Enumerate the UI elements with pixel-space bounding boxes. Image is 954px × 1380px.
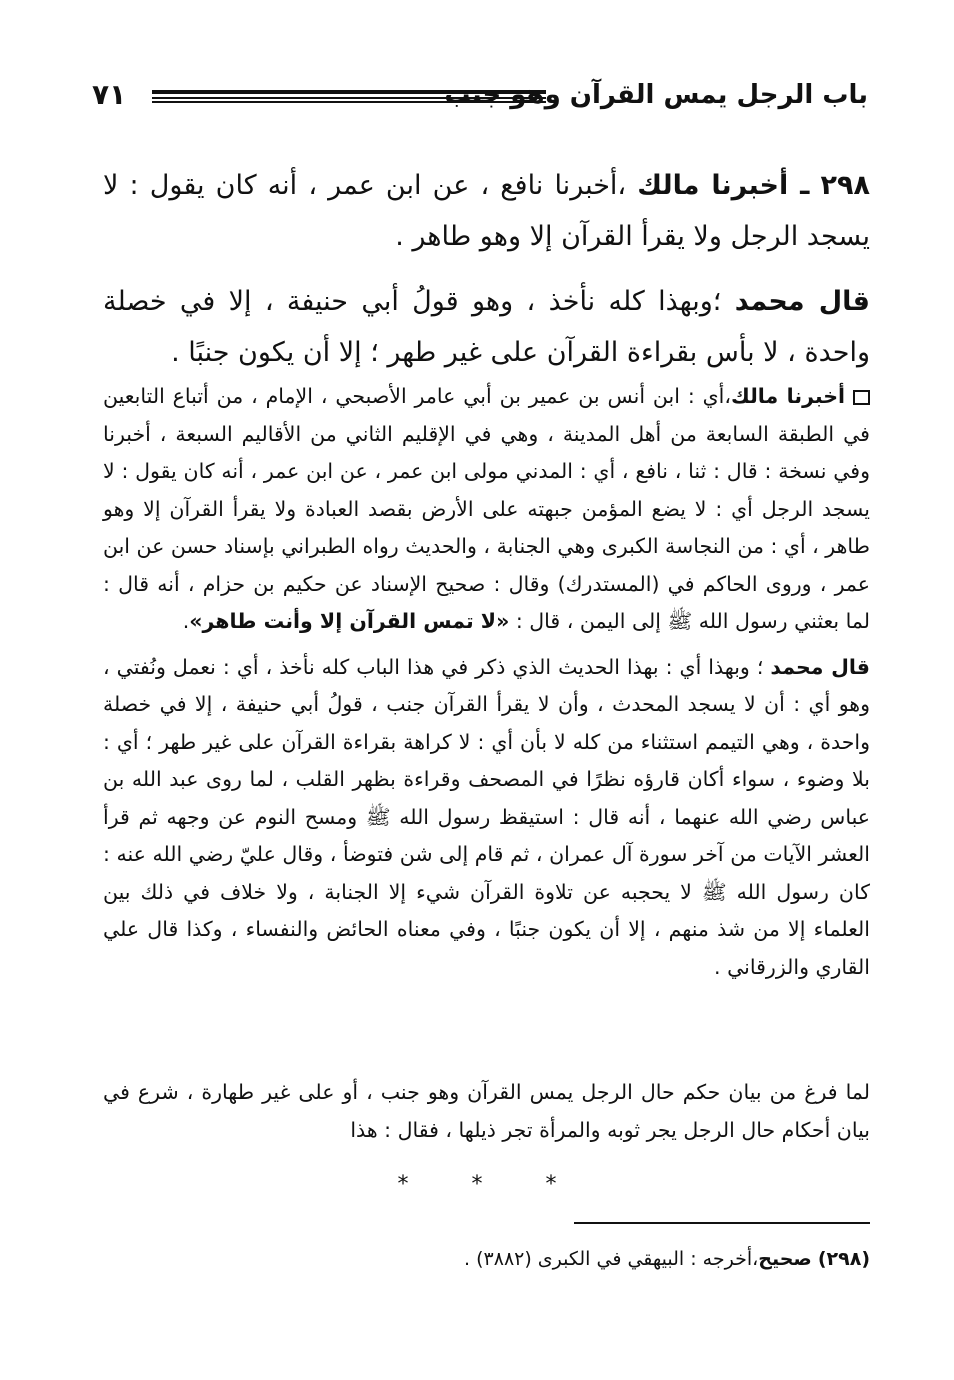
hadith-narrator-lead: أخبرنا مالك	[637, 170, 789, 201]
commentary-end: .	[182, 609, 190, 633]
commentary-muhammad-paragraph	[103, 649, 870, 987]
footnote-text: ،أخرجه : البيهقي في الكبرى (٣٨٨٢) .	[464, 1248, 759, 1270]
hadith-number: ٢٩٨	[820, 170, 870, 201]
commentary-lead: أخبرنا مالك	[730, 384, 845, 408]
hadith-paragraph: ٢٩٨ ـ أخبرنا مالك ،أخبرنا نافع ، عن ابن عمر ، أنه كان يقول : لا يسجد الرجل ولا يقرأ القرآن إلا وهو طاهر .	[103, 170, 870, 252]
commentary-muhammad-body: ؛ وبهذا أي : بهذا الحديث الذي ذكر في هذا الباب كله نأخذ ، أي : نعمل ونُفتي ، وهو أي : أن لا يسجد المحدث ، وأن لا يقرأ القرآن جنب ، قولُ أبي حنيفة ، إلا في خصلة واحدة ، وهي التيمم استثناء من كله لا بأن أي : لا كراهة بقراءة القرآن على غير طهر ؛ أي : بلا وضوء ، سواء أكان قارؤه نظرًا في المصحف وقراءة بظهر القلب ، لما روى عبد الله بن عباس رضي الله عنهما ، أنه قال : استيقظ رسول الله ﷺ ومسح النوم عن وجهه ثم قرأ العشر الآيات من آخر سورة آل عمران ، ثم قام إلى شن فتوضأ ، وقال عليّ رضي الله عنه : كان رسول الله ﷺ لا يحجبه عن تلاوة القرآن شيء إلا الجنابة ، ولا خلاف في ذلك بين العلماء إلا من شذ منهم ، إلا أن يكون جنبًا ، وفي معناه الحائض والنفساء ، وكذا قال علي القاري والزرقاني .	[103, 654, 870, 979]
muhammad-body: ؛وبهذا كله نأخذ ، وهو قولُ أبي حنيفة ، إلا في خصلة واحدة ، لا بأس بقراءة القرآن على غير طهر ؛ إلا أن يكون جنبًا .	[103, 286, 870, 368]
hadith-body: ،أخبرنا نافع ، عن ابن عمر ، أنه كان يقول : لا يسجد الرجل ولا يقرأ القرآن إلا وهو طاهر .	[103, 170, 870, 252]
star-icon: *	[545, 1172, 557, 1197]
hadith-text	[103, 160, 870, 378]
muhammad-label: قال محمد	[734, 286, 870, 317]
muhammad-paragraph	[103, 276, 870, 378]
closing-text: لما فرغ من بيان حكم حال الرجل يمس القرآن وهو جنب ، أو على غير طهارة ، شرع في بيان أحكام حال الرجل يجر ثوبه والمرأة تجر ذيلها ، فقال : هذا	[103, 1080, 870, 1142]
commentary-text	[103, 378, 870, 986]
header-rule	[152, 90, 546, 103]
page-number: ٧١	[92, 78, 127, 111]
closing-paragraph	[103, 1074, 870, 1149]
square-box-icon	[853, 390, 870, 405]
star-separator	[0, 1172, 954, 1197]
footnote-number: (٢٩٨)	[817, 1248, 870, 1270]
footnote-rule	[574, 1222, 870, 1224]
page-header	[92, 78, 868, 118]
commentary-paragraph	[103, 378, 870, 641]
hadith-quote: «لا تمس القرآن إلا وأنت طاهر»	[189, 609, 510, 633]
commentary-muhammad-label: قال محمد	[770, 654, 870, 679]
footnote-grade: صحيح	[758, 1248, 812, 1270]
footnote	[103, 1244, 870, 1274]
chapter-title: باب الرجل يمس القرآن وهو جنب	[444, 80, 868, 110]
star-icon: *	[471, 1172, 483, 1197]
commentary-body: ،أي : ابن أنس بن عمير بن أبي عامر الأصبحي ، الإمام ، من أتباع التابعين في الطبقة السابعة من أهل المدينة ، وهي في الإقليم الثاني من الأقاليم السبعة ، أخبرنا وفي نسخة : قال : ثنا ، نافع ، أي : المدني مولى ابن عمر ، عن ابن عمر ، أنه كان يقول : لا يسجد الرجل أي : لا يضع المؤمن جبهته على الأرض بقصد العبادة ولا يقرأ القرآن إلا وهو طاهر ، أي : من النجاسة الكبرى وهي الجنابة ، والحديث رواه الطبراني بإسناد حسن عن ابن عمر ، وروى الحاكم في (المستدرك) وقال : صحيح الإسناد عن حكيم بن حزام ، أنه قال : لما بعثني رسول الله ﷺ إلى اليمن ، قال :	[103, 384, 870, 633]
star-icon: *	[397, 1172, 409, 1197]
